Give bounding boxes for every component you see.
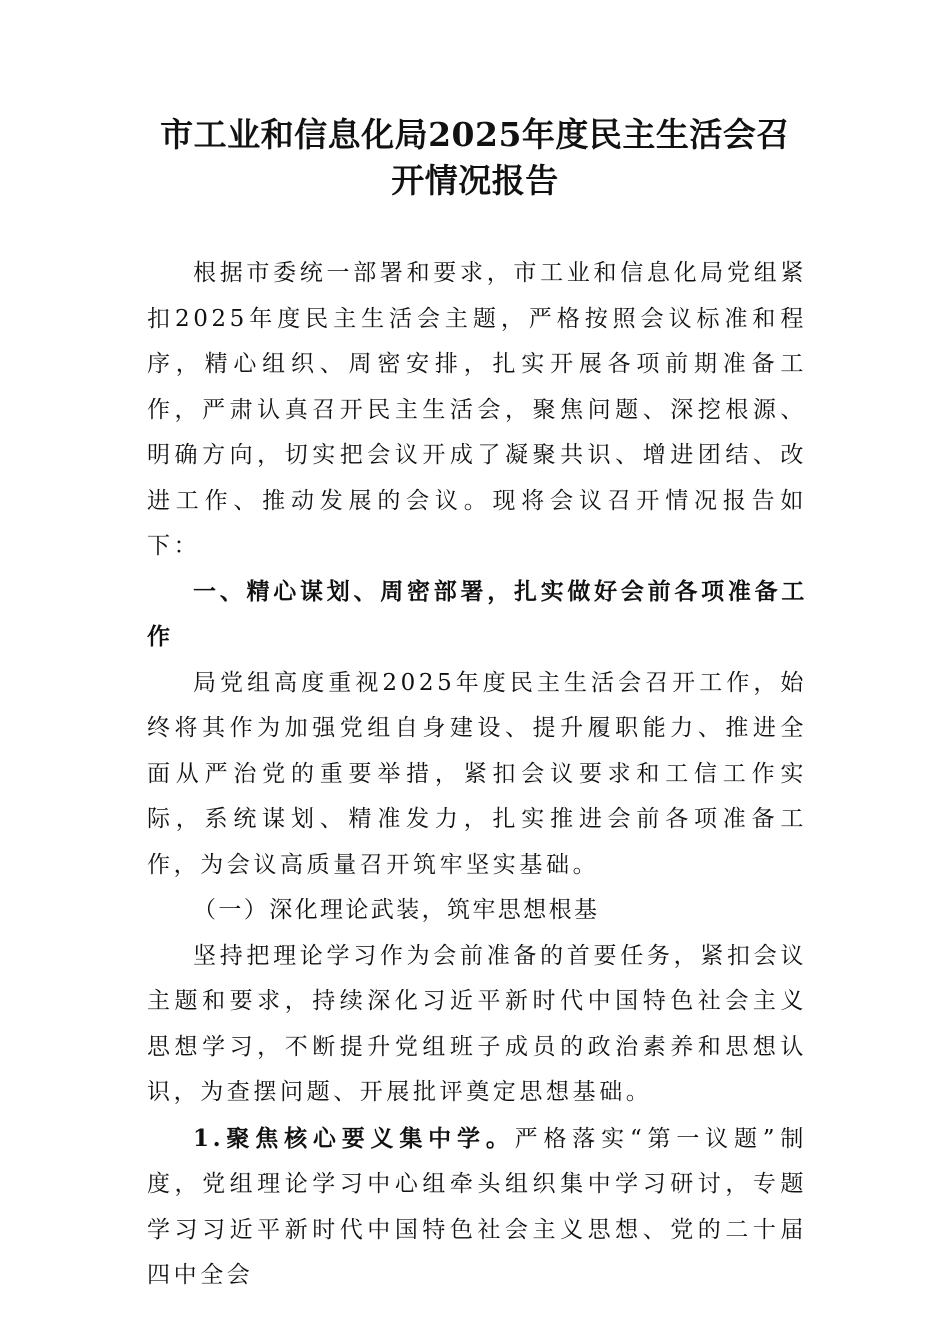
title-line-2: 开情况报告	[391, 161, 559, 200]
subsection-1-paragraph: 坚持把理论学习作为会前准备的首要任务，紧扣会议主题和要求，持续深化习近平新时代中国特色社会主义思想学习，不断提升党组班子成员的政治素养和思想认识，为查摆问题、开展批评奠定思想基础。	[147, 942, 807, 1105]
item-1-paragraph	[147, 1116, 807, 1299]
subsection-1-heading: （一）深化理论武装，筑牢思想根基	[193, 897, 600, 923]
intro-paragraph: 根据市委统一部署和要求，市工业和信息化局党组紧扣2025年度民主生活会主题，严格按照会议标准和程序，精心组织、周密安排，扎实开展各项前期准备工作，严肃认真召开民主生活会，聚焦问题、深挖根源、明确方向，切实把会议开成了凝聚共识、增进团结、改进工作、推动发展的会议。现将会议召开情况报告如下：	[147, 260, 807, 559]
item-1-lead: 1.聚焦核心要义集中学。	[193, 1124, 515, 1152]
document-body	[147, 251, 807, 1299]
section-1-paragraph: 局党组高度重视2025年度民主生活会召开工作，始终将其作为加强党组自身建设、提升履职能力、推进全面从严治党的重要举措，紧扣会议要求和工信工作实际，系统谋划、精准发力，扎实推进会前各项准备工作，为会议高质量召开筑牢坚实基础。	[147, 669, 807, 878]
document-title	[120, 112, 830, 204]
section-1-heading: 一、精心谋划、周密部署，扎实做好会前各项准备工作	[147, 578, 807, 650]
item-1-text: 严格落实“第一议题”制度，党组理论学习中心组牵头组织集中学习研讨，专题学习习近平新时代中国特色社会主义思想、党的二十届四中全会	[147, 1125, 807, 1288]
title-line-1: 市工业和信息化局2025年度民主生活会召	[160, 115, 790, 154]
